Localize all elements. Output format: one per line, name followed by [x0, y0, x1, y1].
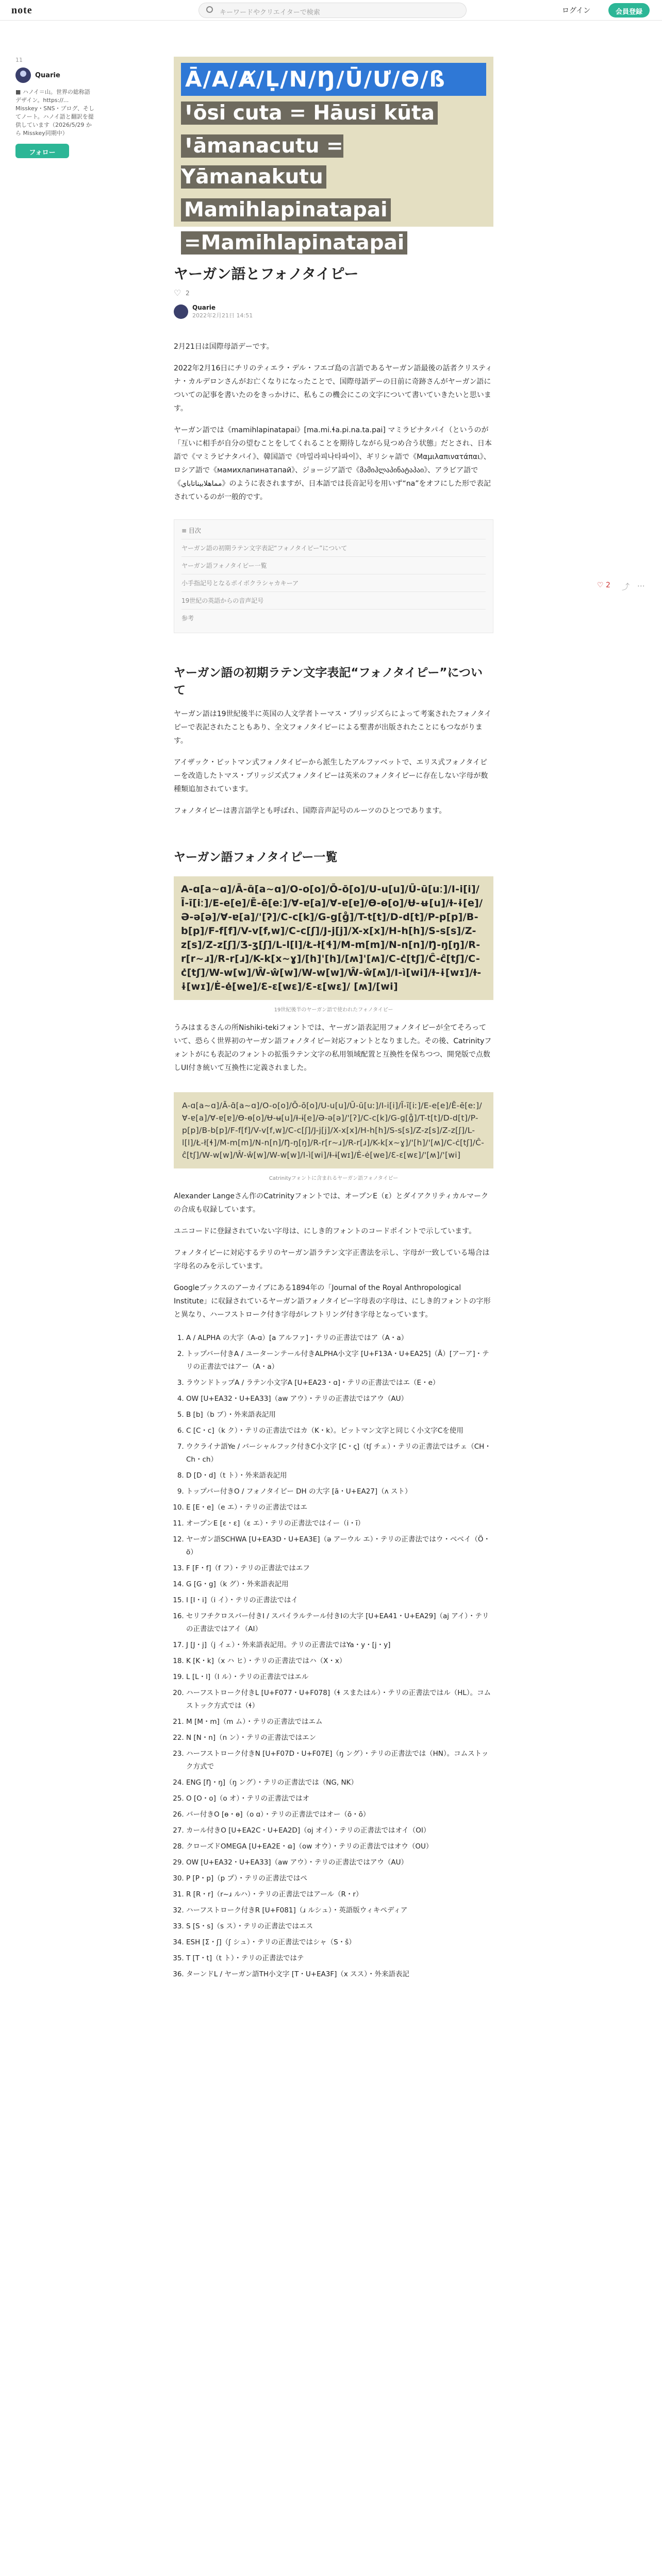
author-name-small[interactable]: Quarie [192, 304, 216, 311]
toc-item[interactable]: 19世紀の英語からの音声記号 [181, 591, 486, 609]
creator-sidebar [15, 57, 95, 158]
list-item: 5. B [b]（b ブ）・外来語表記用 [186, 1409, 493, 1421]
hero-line-2: Ꞌōsi cuta = Hāusi kūta [181, 101, 438, 125]
hero-line-5: =Mamihlapinatapai [181, 231, 407, 255]
list-item: 21. M [M・m]（m ム）・テリの正書法ではエム [186, 1716, 493, 1728]
list-item: 19. L [L・l]（l ル）・テリの正書法ではエル [186, 1671, 493, 1684]
list-item: 36. ターンドL / ヤーガン語TH小文字 [T・U+EA3F]（x スス）・外来語表記 [186, 1968, 493, 1981]
author-name[interactable]: Quarie [35, 71, 60, 79]
toc-item[interactable]: ヤーガン語の初期ラテン文字表記“フォノタイピー”について [181, 539, 486, 556]
list-item: 32. ハーフストローク付きR [U+F081]（ɹ ルシュ）・英語版ウィキペディア [186, 1904, 493, 1917]
search-placeholder: キーワードやクリエイターで検索 [220, 9, 320, 16]
more-icon[interactable]: ⋯ [637, 581, 645, 590]
publish-date: 2022年2月21日 14:51 [192, 312, 253, 319]
heart-icon[interactable] [174, 290, 180, 296]
toc-item[interactable]: 参考 [181, 609, 486, 626]
paragraph: Googleブックスのアーカイブにある1894年の「Journal of the Royal Anthropological Institute」に収録されているヤーガン語フォノタイピー字母表の字母は、にしき的フォントの字形と異なり、ハーフストローク付き字母がレフトリング付き字母となっています。 [174, 1284, 491, 1319]
paragraph: アイザック・ピットマン式フォノタイピーから派生したアルファベットで、エリス式フォノタイピーを改造したトマス・ブリッジズ式フォノタイピーは英米のフォノタイピーに存在しない字母が数種類追加されています。 [174, 758, 488, 793]
list-item: 30. P [P・p]（p プ）・テリの正書法ではペ [186, 1872, 493, 1885]
signup-button[interactable]: 会員登録 [608, 3, 650, 18]
author-bio: ■ ハノイ＝山。世界の総称語デザイン。https://... Misskey・SNS・ブログ、そしてノート。ハノイ語と翻訳を提供しています（2026/5/29 から Misskey同期中） [15, 89, 95, 137]
table-of-contents [174, 519, 493, 633]
paragraph: ヤーガン語では《mamihlapinatapai》[ma.mi.ɬa.pi.na.ta.pai] マミラピナタパイ（というのが「互いに相手が自分の望むことをしてくれることを期待しながら見つめ合う状態」だとされ、日本語で《マミラピナタパイ》、韓国語で《마밀라피나타파이》、ギリシャ語で《Μαμιλαπινατάπαι》、ロシア語で《мамихлапинатапай》、ジョージア語で《მამიჰლაპინატაპაი》、アラビア語で《مماهلابيناتاباي》のように表されますが、日本語では長音記号を用いず“na”をオフにした形で表記されているのが一般的です。 [174, 426, 492, 501]
list-item: 8. D [D・d]（t ト）・外来語表記用 [186, 1469, 493, 1482]
letter-list [174, 1332, 493, 1981]
list-item: 4. OW [U+EA32・U+EA33]（aw アウ）・テリの正書法ではアウ（AU） [186, 1393, 493, 1405]
list-item: 10. E [E・e]（e エ）・テリの正書法ではエ [186, 1501, 493, 1514]
paragraph: フォノタイピーに対応するテリのヤーガン語ラテン文字正書法を示し、字母が一致している場合は字母名のみを示しています。 [174, 1249, 490, 1270]
image-caption: 19世紀後半のヤーガン語で使われたフォノタイピー [274, 1007, 393, 1013]
paragraph: Alexander Langeさん作のCatrinityフォントでは、オープンE（ɛ）とダイアクリティカルマークの合成も収録しています。 [174, 1192, 488, 1214]
list-item: 31. R [R・r]（r~ɹ ルハ）・テリの正書法ではアール（R・r） [186, 1888, 493, 1901]
list-item: 12. ヤーガン語SCHWA [U+EA3D・U+EA3E]（ə アーウル エ）・テリの正書法ではウ・ベベイ（Ö・ö） [186, 1533, 493, 1559]
toc-item[interactable]: 小手指記号となるポイボクラシャカキーア [181, 574, 486, 591]
hero-line-4: Mamihlapinatapai [181, 198, 391, 222]
image-caption: Catrinityフォントに含まれるヤーガン語フォノタイピー [269, 1176, 399, 1181]
list-item: 11. オープンE [ɛ・ɛ]（ɛ エ）・テリの正書法ではイー（i・ī） [186, 1517, 493, 1530]
article [174, 57, 493, 1984]
paragraph: うみはまるさんの所Nishiki-tekiフォントでは、ヤーガン語表記用フォノタイピーが全てそろっていて、恐らく世界初のヤーガン語フォノタイピー対応フォントとなりました。その後、Catrinityフォントがにも表記のフォントの拡張ラテン文字の私用領域配置と互換性を保ちつつ、開発版で点数しUI付き統いて互換性に定義されました。 [174, 1024, 492, 1072]
list-item: 34. ESH [Σ・ʃ]（ʃ シュ）・テリの正書法ではシャ（S・š） [186, 1936, 493, 1949]
article-like-count: 2 [186, 290, 190, 297]
share-icon[interactable]: ⤴ [622, 582, 630, 591]
paragraph: フォノタイピーは書言語学とも呼ばれ、国際音声記号のルーツのひとつであります。 [174, 807, 446, 815]
author-avatar[interactable] [174, 304, 188, 319]
list-item: 35. T [T・t]（t ト）・テリの正書法ではテ [186, 1952, 493, 1965]
login-link[interactable]: ログイン [562, 7, 591, 15]
list-item: 13. F [F・f]（f フ）・テリの正書法ではエフ [186, 1562, 493, 1575]
follower-count: 11 [15, 57, 23, 63]
phonotypy-table-image: A-ɑ[a~ɑ]/Ā-ɑ̄[a~ɑ]/O-o[o]/Ō-ō[o]/U-u[u]/Ū-ū[uː]/I-i[i]/Ī-ī[iː]/E-e[e]/Ē-ē[eː]/Ɐ-ɐ[a]/Ɐ-ɐ[ɐ]/Ɵ-ɵ[o]/Ʉ-ʉ[u]/Ɨ-ɨ[e]/Ə-ə[ə]/Ɐ-ɐ[a]/'[ʔ]/C-c[k]/G-g[ɡ̊]/T-t[t]/D-d[t]/P-p[p]/B-b[p]/F-f[f]/V-v[f,w]/C-c[ʃ]/J-j[j]/X-x[x]/H-h[h]/S-s[s]/Z-z[s]/Z-z[ʃ]/Ʒ-ʒ[ʃ]/L-l[l]/Ł-ł[ɬ]/M-m[m]/N-n[n]/Ŋ-ŋ[ŋ]/R-r[r~ɹ]/R-r[ɹ]/K-k[x~ɣ]/[h]'[h]/[ʍ]'[ʍ]/C-ċ[tʃ]/Ĉ-ĉ[tʃ]/C-ċ[tʃ]/W-w[w]/Ŵ-ŵ[w]/W-w[w]/Ŵ-ŵ[ʍ]/I-ì[wi]/Ɨ-ɨ[wɪ]/Ɨ-ɨ[wɪ]/Ė-ė[we]/Ɛ-ɛ[wɛ]/Ɛ-ɛ[wɛ]/ [ʍ]/[wi] [174, 876, 493, 1000]
list-item: 7. ウクライナ語Ye / バーシャルフック付きC小文字 [C・ꞔ]（tʃ チェ）・テリの正書法ではチェ（CH・Ch・ch） [186, 1440, 493, 1466]
like-count: 2 [606, 581, 610, 589]
list-item: 24. ENG [Ŋ・ŋ]（ŋ ング）・テリの正書法では（NG, NK） [186, 1776, 493, 1789]
list-item: 18. K [K・k]（x ハ ヒ）・テリの正書法ではハ（X・x） [186, 1655, 493, 1668]
note-logo[interactable]: note [11, 5, 32, 16]
list-item: 3. ラウンドトップA / ラテン小文字A [U+EA23・ɑ]・テリの正書法ではエ（E・e） [186, 1377, 493, 1389]
list-item: 20. ハーフストローク付きL [U+F077・U+F078]（ɬ スまたはル）・テリの正書法ではル（HL）。コムストック方式では（ɬ） [186, 1687, 493, 1713]
like-button[interactable]: ♡ 2 [597, 581, 610, 589]
search-icon [206, 6, 213, 13]
toc-item[interactable]: ヤーガン語フォノタイピー一覧 [181, 556, 486, 574]
section-heading: ヤーガン語の初期ラテン文字表記“フォノタイピー”について [174, 666, 483, 697]
hero-line-3: Ꞌāmanacutu = Yāmanakutu [181, 134, 343, 189]
catrinity-table-image: A-ɑ[a~ɑ]/Ā-ɑ̄[a~ɑ]/O-o[o]/Ō-ō[o]/U-u[u]/Ū-ū[uː]/I-i[i]/Ī-ī[iː]/E-e[e]/Ē-ē[eː]/Ɐ-ɐ[a]/Ɐ-ɐ[ɐ]/Ɵ-ɵ[o]/Ʉ-ʉ[u]/Ɨ-ɨ[e]/Ə-ə[ə]/'[ʔ]/C-c[k]/G-g[ɡ̊]/T-t[t]/D-d[t]/P-p[p]/B-b[p]/F-f[f]/V-v[f,w]/C-c[ʃ]/J-j[j]/X-x[x]/H-h[h]/S-s[s]/Z-z[s]/Z-z[ʃ]/L-l[l]/Ł-ł[ɬ]/M-m[m]/N-n[n]/Ŋ-ŋ[ŋ]/R-r[r~ɹ]/R-r[ɹ]/K-k[x~ɣ]/'[h]/'[ʍ]/C-ċ[tʃ]/Ĉ-ĉ[tʃ]/W-w[w]/Ŵ-ŵ[w]/W-w[w]/I-ì[wi]/Ɨ-ɨ[wɪ]/Ė-ė[we]/Ɛ-ɛ[wɛ]/'[ʍ]/'[wi] [174, 1092, 493, 1168]
list-item: 2. トップバー付きA / ユーターンテール付きALPHA小文字 [U+F13A・U+EA25]（Ā）[アーア]・テリの正書法ではアー（A・a） [186, 1348, 493, 1374]
search-input[interactable] [198, 3, 467, 18]
list-item: 16. セリフチクロスバー付きI / スパイラルテール付きIの大字 [U+EA41・U+EA29]（aj アイ）・テリの正書法ではアイ（AI） [186, 1610, 493, 1636]
list-item: 33. S [S・s]（s ス）・テリの正書法ではエス [186, 1920, 493, 1933]
list-item: 15. I [I・i]（i イ）・テリの正書法ではイ [186, 1594, 493, 1607]
hero-image [174, 57, 493, 255]
list-item: 25. O [O・o]（o オ）・テリの正書法ではオ [186, 1792, 493, 1805]
list-item: 28. クローズドOMEGA [U+EA2E・ɷ]（ow オウ）・テリの正書法ではオウ（OU） [186, 1840, 493, 1853]
paragraph: ユニコードに登録されていない字母は、にしき的フォントのコードポイントで示しています。 [174, 1227, 476, 1235]
list-item: 23. ハーフストローク付きN [U+F07D・U+F07E]（ŋ ング）・テリの正書法では（HN）。コムストック方式で [186, 1748, 493, 1773]
list-item: 22. N [N・n]（n ン）・テリの正書法ではエン [186, 1732, 493, 1744]
list-item: 27. カール付きO [U+EA2C・U+EA2D]（oj オイ）・テリの正書法ではオイ（OI） [186, 1824, 493, 1837]
list-item: 1. A / ALPHA の大字（A-ɑ）[a アルファ]・テリの正書法ではア（A・a） [186, 1332, 493, 1345]
follow-button[interactable]: フォロー [15, 144, 69, 158]
list-item: 17. J [J・j]（j イェ）・外来語表記用。テリの正書法ではYa・y・[j・y] [186, 1639, 493, 1652]
section-heading: ヤーガン語フォノタイピー一覧 [174, 851, 338, 864]
page-title: ヤーガン語とフォノタイピー [174, 265, 359, 282]
paragraph: ヤーガン語は19世紀後半に英国の人文学者トーマス・ブリッジズらによって考案されたフォノタイピーで表記されたこともあり、全文フォノタイピーによる聖書が出版されたことにもつながります。 [174, 710, 492, 745]
paragraph: 2022年2月16日にチリのティエラ・デル・フエゴ島の言語であるヤーガン語最後の話者クリスティナ・カルデロンさんがお亡くなりになったことで、国際母語デーの日前に奇跡さんがヤーガン語についての記事を書いたのをきっかけに、私もこの機会にこの文字について書いていきたいと思います。 [174, 364, 492, 413]
paragraph: 2月21日は国際母語デーです。 [174, 343, 274, 351]
list-item: 14. G [G・g]（k グ）・外来語表記用 [186, 1578, 493, 1591]
hero-line-1: Ā/A/Ⱥ/Ḷ/N/Ŋ/Ū/Ư/Ɵ/ß [181, 63, 486, 96]
avatar[interactable] [15, 67, 31, 83]
toc-title: ≡ 目次 [181, 527, 201, 534]
list-item: 9. トップバー付きO / フォノタイピー DH の大字 [ā・U+EA27]（ʌ スト） [186, 1485, 493, 1498]
header [0, 0, 662, 21]
list-item: 6. C [C・c]（k ク）・テリの正書法ではカ（K・k）。ピットマン文字と同じく小文字Cを使用 [186, 1425, 493, 1437]
list-item: 29. OW [U+EA32・U+EA33]（aw アウ）・テリの正書法ではアウ（AU） [186, 1856, 493, 1869]
list-item: 26. バー付きO [ɵ・ɵ]（o ɑ）・テリの正書法ではオー（ō・ō） [186, 1808, 493, 1821]
